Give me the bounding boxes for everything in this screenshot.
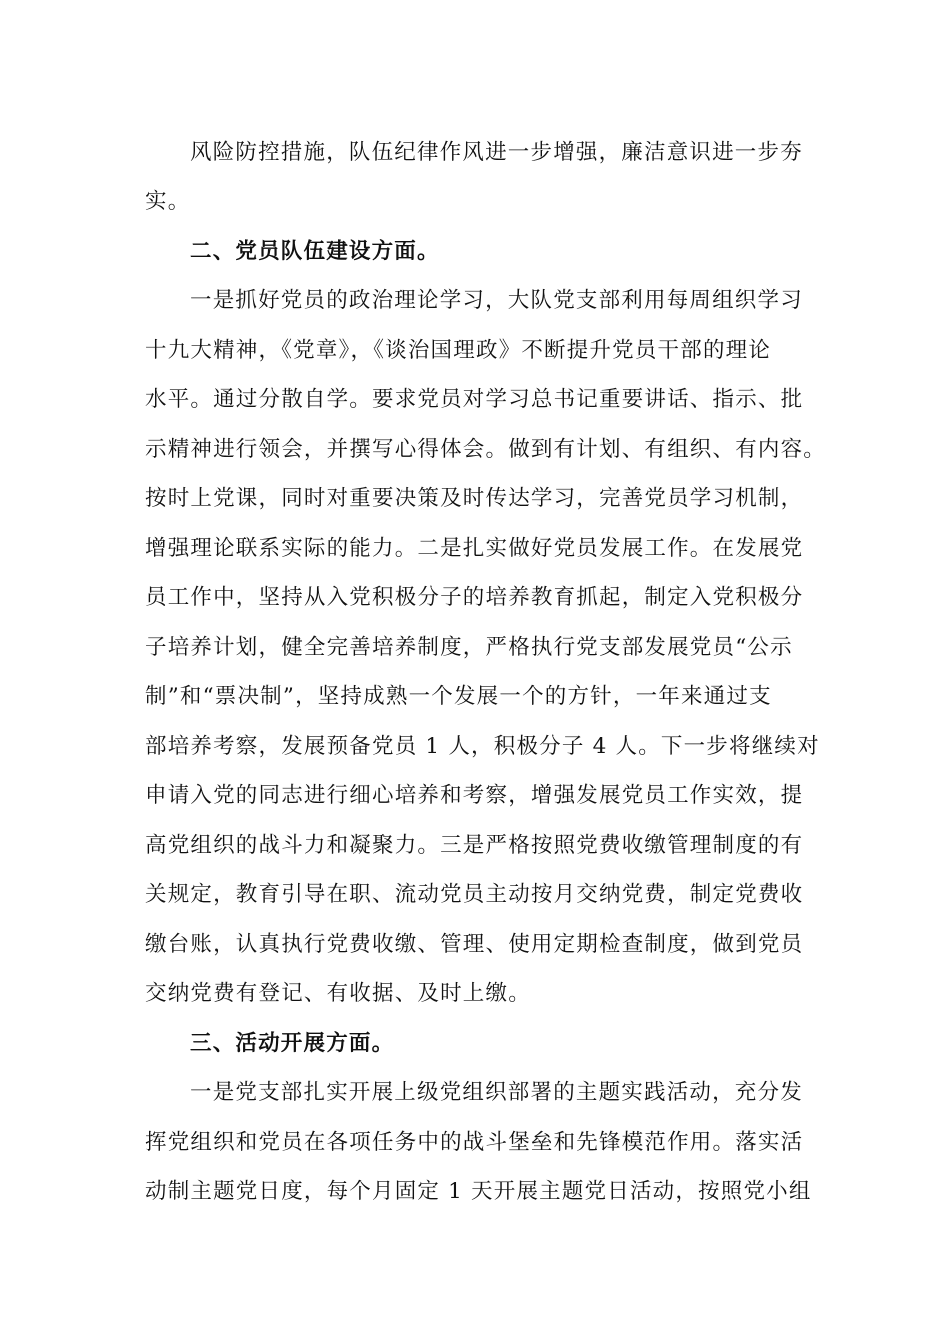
paragraph-line-17: 交纳党费有登记、有收据、及时上缴。 <box>145 981 531 1006</box>
paragraph-line-2: 实。 <box>145 189 191 214</box>
paragraph-line-7: 按时上党课，同时对重要决策及时传达学习，完善党员学习机制， <box>145 486 804 511</box>
paragraph-line-11: 制”和“票决制”，坚持成熟一个发展一个的方针，一年来通过支 <box>145 684 772 709</box>
paragraph-line-18: 一是党支部扎实开展上级党组织部署的主题实践活动，充分发 <box>190 1080 803 1105</box>
paragraph-line-10: 子培养计划，健全完善培养制度，严格执行党支部发展党员“公示 <box>145 635 793 660</box>
paragraph-line-9: 员工作中，坚持从入党积极分子的培养教育抓起，制定入党积极分 <box>145 585 804 610</box>
paragraph-line-13: 申请入党的同志进行细心培养和考察，增强发展党员工作实效，提 <box>145 783 804 808</box>
paragraph-line-15: 关规定，教育引导在职、流动党员主动按月交纳党费，制定党费收 <box>145 882 804 907</box>
paragraph-line-5: 水平。通过分散自学。要求党员对学习总书记重要讲话、指示、批 <box>145 387 804 412</box>
paragraph-line-4: 十九大精神，《党章》，《谈治国理政》不断提升党员干部的理论 <box>145 338 772 363</box>
paragraph-line-8: 增强理论联系实际的能力。二是扎实做好党员发展工作。在发展党 <box>145 536 804 561</box>
paragraph-line-6: 示精神进行领会，并撰写心得体会。做到有计划、有组织、有内容。 <box>145 437 827 462</box>
paragraph-line-12: 部培养考察，发展预备党员 1 人，积极分子 4 人。下一步将继续对 <box>145 734 820 759</box>
paragraph-line-20: 动制主题党日度，每个月固定 1 天开展主题党日活动，按照党小组 <box>145 1179 812 1204</box>
paragraph-line-3: 一是抓好党员的政治理论学习，大队党支部利用每周组织学习 <box>190 288 803 313</box>
section-heading-2: 二、党员队伍建设方面。 <box>190 239 440 264</box>
paragraph-line-1: 风险防控措施，队伍纪律作风进一步增强，廉洁意识进一步夯 <box>190 140 803 165</box>
section-heading-3: 三、活动开展方面。 <box>190 1031 395 1056</box>
paragraph-line-19: 挥党组织和党员在各项任务中的战斗堡垒和先锋模范作用。落实活 <box>145 1130 804 1155</box>
paragraph-line-14: 高党组织的战斗力和凝聚力。三是严格按照党费收缴管理制度的有 <box>145 833 804 858</box>
paragraph-line-16: 缴台账，认真执行党费收缴、管理、使用定期检查制度，做到党员 <box>145 932 804 957</box>
